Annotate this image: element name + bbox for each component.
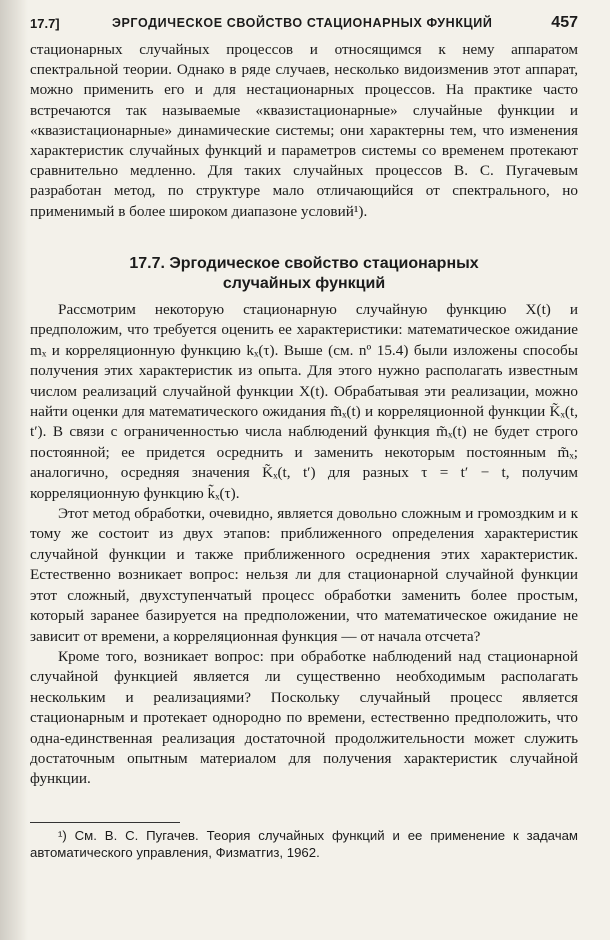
running-head-section-number: 17.7] xyxy=(30,16,60,31)
intro-text-block xyxy=(30,40,578,222)
running-head-title: ЭРГОДИЧЕСКОЕ СВОЙСТВО СТАЦИОНАРНЫХ ФУНКЦИЙ xyxy=(112,16,493,30)
paragraph-2: Этот метод обработки, очевидно, является довольно сложным и громоздким и к тому же состоит из двух этапов: приближенного определения характеристик случайной функции и также приближенного осреднения этих характеристик. Естественно возникает вопрос: нельзя ли для стационарной случайной функции этот сложный, двухступенчатый процесс обработки заменить более простым, который заранее базируется на предположении, что математическое ожидание не зависит от времени, а корреляционная функция — от начала отсчета? xyxy=(30,505,578,645)
section-heading-line-2: случайных функций xyxy=(222,275,386,292)
running-head xyxy=(30,14,578,36)
page-number: 457 xyxy=(551,14,578,31)
footnote-divider xyxy=(30,822,180,823)
section-heading-line-1: 17.7. Эргодическое свойство стационарных xyxy=(129,255,479,272)
footnote-text: ¹) См. В. С. Пугачев. Теория случайных функций и ее применение к задачам автоматического управления, Физматгиз, 1962. xyxy=(30,828,578,860)
paragraph-1: Рассмотрим некоторую стационарную случайную функцию X(t) и предположим, что требуется оценить ее характеристики: математическое ожидание mₓ и корреляционную функцию kₓ(τ). Выше (см. nº 15.4) были изложены способы получения этих характеристик из опыта. Для этого нужно располагать известным числом реализаций случайной функции X(t). Обрабатывая эти реализации, можно найти оценки для математического ожидания m̃ₓ(t) и корреляционной функции K̃ₓ(t, t′). В связи с ограниченностью числа наблюдений функция m̃ₓ(t) не будет строго постоянной; ее придется осреднить и заменить некоторым постоянным m̃ₓ; аналогично, осредняя значения K̃ₓ(t, t′) для разных τ = t′ − t, получим корреляционную функцию k̃ₓ(τ). xyxy=(30,301,578,502)
paragraph-3: Кроме того, возникает вопрос: при обработке наблюдений над стационарной случайной функцией является ли существенно необходимым располагать нескольким и реализациями? Поскольку случайный процесс является стационарным и протекает однородно по времени, естественно предположить, что одна-единственная реализация достаточной продолжительности может служить достаточным опытным материалом для получения характеристик случайной функции. xyxy=(30,647,578,788)
section-heading xyxy=(30,254,578,294)
intro-paragraph: стационарных случайных процессов и относящимся к нему аппаратом спектральной теории. Однако в ряде случаев, несколько видоизменив этот аппарат, можно применить его и для нестационарных процессов. На практике часто встречаются так называемые «квазистационарные» случайные функции и «квазистационарные» динамические системы; они характерны тем, что изменения характеристик случайных функций и параметров системы со временем протекают сравнительно медленно. Для таких случайных процессов В. С. Пугачевым разработан метод, по структуре мало отличающийся от спектрального, но применимый в более широком диапазоне условий¹). xyxy=(30,41,578,220)
section-body xyxy=(30,300,578,790)
footnote xyxy=(30,827,578,861)
binding-shadow xyxy=(0,0,28,940)
